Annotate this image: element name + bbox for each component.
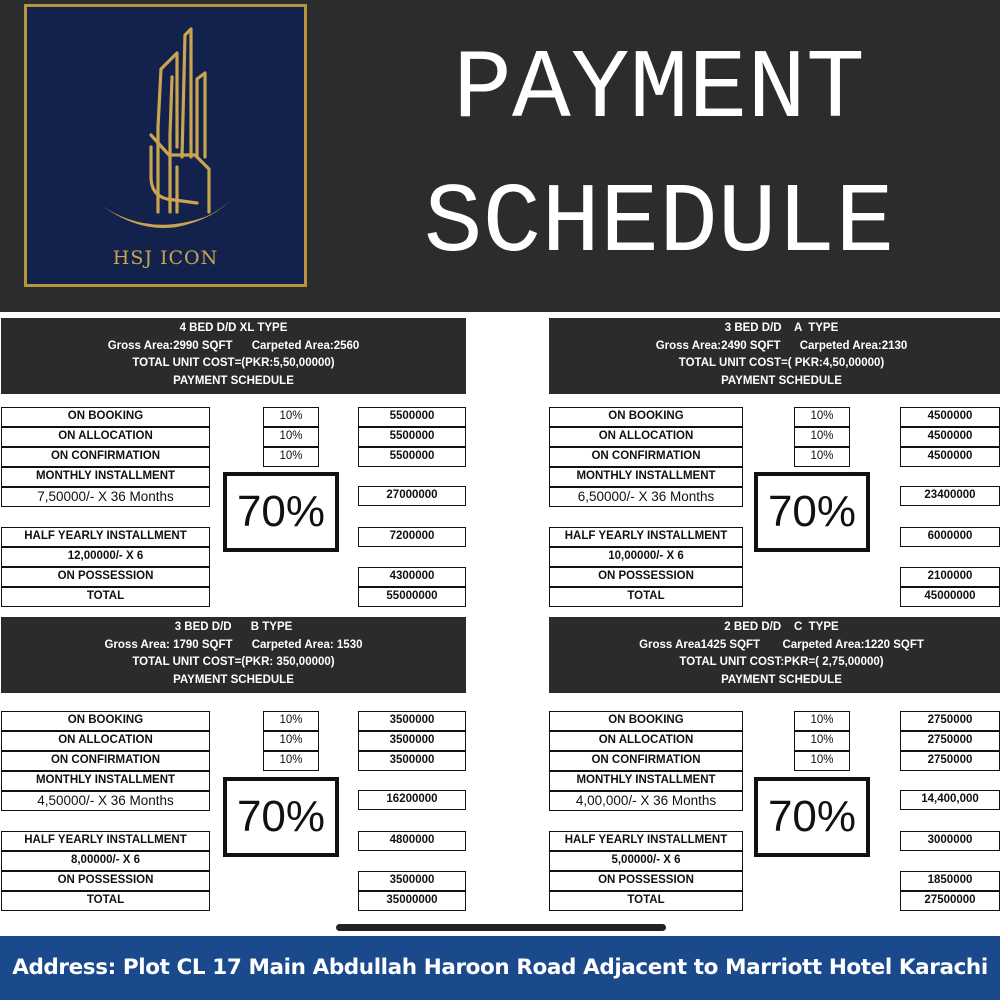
- on-booking-amount: 3500000: [358, 711, 466, 731]
- on-confirmation-label: ON CONFIRMATION: [1, 751, 210, 771]
- on-confirmation-amount: 4500000: [900, 447, 1000, 467]
- on-confirmation-percent: 10%: [794, 751, 850, 771]
- monthly-installment-detail: 4,50000/- X 36 Months: [1, 791, 210, 811]
- tower-logo-icon: [27, 7, 304, 284]
- on-booking-amount: 5500000: [358, 407, 466, 427]
- on-confirmation-percent: 10%: [794, 447, 850, 467]
- on-confirmation-percent: 10%: [263, 751, 319, 771]
- schedule-label: PAYMENT SCHEDULE: [173, 374, 294, 387]
- unit-title: 2 BED D/D C TYPE: [724, 621, 839, 633]
- logo-text: HSJ ICON: [112, 247, 219, 269]
- on-allocation-amount: 3500000: [358, 731, 466, 751]
- on-allocation-label: ON ALLOCATION: [1, 731, 210, 751]
- on-allocation-amount: 2750000: [900, 731, 1000, 751]
- installment-percent-box: 70%: [223, 777, 339, 857]
- on-allocation-amount: 5500000: [358, 427, 466, 447]
- half-yearly-amount: 6000000: [900, 527, 1000, 547]
- total-amount: 45000000: [900, 587, 1000, 607]
- unit-title: 3 BED D/D B TYPE: [174, 621, 293, 633]
- on-booking-label: ON BOOKING: [1, 407, 210, 427]
- half-yearly-label: HALF YEARLY INSTALLMENT: [549, 831, 743, 851]
- installment-percent-box: 70%: [754, 777, 870, 857]
- installment-percent-box: 70%: [223, 472, 339, 552]
- on-confirmation-amount: 2750000: [900, 751, 1000, 771]
- on-booking-percent: 10%: [263, 711, 319, 731]
- on-allocation-label: ON ALLOCATION: [549, 731, 743, 751]
- half-yearly-label: HALF YEARLY INSTALLMENT: [1, 831, 210, 851]
- on-confirmation-label: ON CONFIRMATION: [549, 447, 743, 467]
- installment-percent-box: 70%: [754, 472, 870, 552]
- on-allocation-percent: 10%: [794, 427, 850, 447]
- half-yearly-label: HALF YEARLY INSTALLMENT: [549, 527, 743, 547]
- title-schedule: SCHEDULE: [423, 169, 895, 280]
- monthly-installment-label: MONTHLY INSTALLMENT: [1, 771, 210, 791]
- half-yearly-detail: 8,00000/- X 6: [1, 851, 210, 871]
- half-yearly-label: HALF YEARLY INSTALLMENT: [1, 527, 210, 547]
- on-possession-label: ON POSSESSION: [549, 871, 743, 891]
- on-booking-amount: 2750000: [900, 711, 1000, 731]
- on-allocation-percent: 10%: [263, 731, 319, 751]
- on-booking-label: ON BOOKING: [549, 711, 743, 731]
- on-possession-amount: 3500000: [358, 871, 466, 891]
- schedule-block-c: [549, 617, 1000, 907]
- on-possession-label: ON POSSESSION: [1, 567, 210, 587]
- on-confirmation-amount: 3500000: [358, 751, 466, 771]
- on-possession-label: ON POSSESSION: [549, 567, 743, 587]
- unit-areas: Gross Area:2990 SQFT Carpeted Area:2560: [107, 339, 360, 352]
- total-label: TOTAL: [549, 891, 743, 911]
- on-confirmation-amount: 5500000: [358, 447, 466, 467]
- schedule-block-xl: [1, 318, 466, 608]
- schedule-block-a: [549, 318, 1000, 608]
- total-amount: 35000000: [358, 891, 466, 911]
- total-label: TOTAL: [1, 587, 210, 607]
- on-possession-label: ON POSSESSION: [1, 871, 210, 891]
- on-allocation-percent: 10%: [794, 731, 850, 751]
- on-booking-label: ON BOOKING: [1, 711, 210, 731]
- half-yearly-amount: 3000000: [900, 831, 1000, 851]
- unit-areas: Gross Area1425 SQFT Carpeted Area:1220 SQFT: [639, 638, 924, 651]
- unit-areas: Gross Area: 1790 SQFT Carpeted Area: 1530: [104, 638, 363, 651]
- schedule-label: PAYMENT SCHEDULE: [721, 374, 842, 387]
- monthly-installment-amount: 27000000: [358, 486, 466, 506]
- monthly-installment-amount: 16200000: [358, 790, 466, 810]
- header-banner: [0, 0, 1000, 312]
- on-allocation-label: ON ALLOCATION: [1, 427, 210, 447]
- on-confirmation-label: ON CONFIRMATION: [549, 751, 743, 771]
- monthly-installment-label: MONTHLY INSTALLMENT: [549, 771, 743, 791]
- hsj-icon-logo: [24, 4, 307, 287]
- monthly-installment-label: MONTHLY INSTALLMENT: [549, 467, 743, 487]
- schedule-block-b: [1, 617, 466, 907]
- unit-cost: TOTAL UNIT COST:PKR=( 2,75,00000): [679, 656, 884, 668]
- on-booking-amount: 4500000: [900, 407, 1000, 427]
- unit-areas: Gross Area:2490 SQFT Carpeted Area:2130: [655, 339, 908, 352]
- total-amount: 55000000: [358, 587, 466, 607]
- address-footer: Address: Plot CL 17 Main Abdullah Haroon Road Adjacent to Marriott Hotel Karachi: [0, 936, 1000, 1000]
- block-header: [549, 318, 1000, 394]
- block-header: [1, 318, 466, 394]
- monthly-installment-detail: 4,00,000/- X 36 Months: [549, 791, 743, 811]
- on-allocation-label: ON ALLOCATION: [549, 427, 743, 447]
- on-booking-label: ON BOOKING: [549, 407, 743, 427]
- monthly-installment-detail: 6,50000/- X 36 Months: [549, 487, 743, 507]
- monthly-installment-amount: 14,400,000: [900, 790, 1000, 810]
- on-confirmation-percent: 10%: [263, 447, 319, 467]
- unit-title: 4 BED D/D XL TYPE: [179, 322, 288, 334]
- block-header: [1, 617, 466, 693]
- half-yearly-amount: 7200000: [358, 527, 466, 547]
- half-yearly-detail: 5,00000/- X 6: [549, 851, 743, 871]
- on-booking-percent: 10%: [794, 407, 850, 427]
- on-allocation-percent: 10%: [263, 427, 319, 447]
- on-confirmation-label: ON CONFIRMATION: [1, 447, 210, 467]
- scroll-indicator[interactable]: [336, 924, 666, 931]
- title-payment: PAYMENT: [453, 35, 865, 146]
- schedule-label: PAYMENT SCHEDULE: [721, 673, 842, 686]
- on-possession-amount: 2100000: [900, 567, 1000, 587]
- schedule-label: PAYMENT SCHEDULE: [173, 673, 294, 686]
- half-yearly-detail: 12,00000/- X 6: [1, 547, 210, 567]
- total-label: TOTAL: [1, 891, 210, 911]
- on-possession-amount: 4300000: [358, 567, 466, 587]
- unit-cost: TOTAL UNIT COST=(PKR: 350,00000): [132, 656, 335, 668]
- total-label: TOTAL: [549, 587, 743, 607]
- unit-cost: TOTAL UNIT COST=(PKR:5,50,00000): [132, 357, 335, 369]
- monthly-installment-amount: 23400000: [900, 486, 1000, 506]
- monthly-installment-detail: 7,50000/- X 36 Months: [1, 487, 210, 507]
- monthly-installment-label: MONTHLY INSTALLMENT: [1, 467, 210, 487]
- on-booking-percent: 10%: [263, 407, 319, 427]
- on-allocation-amount: 4500000: [900, 427, 1000, 447]
- on-possession-amount: 1850000: [900, 871, 1000, 891]
- block-header: [549, 617, 1000, 693]
- on-booking-percent: 10%: [794, 711, 850, 731]
- half-yearly-amount: 4800000: [358, 831, 466, 851]
- unit-title: 3 BED D/D A TYPE: [724, 322, 839, 334]
- total-amount: 27500000: [900, 891, 1000, 911]
- unit-cost: TOTAL UNIT COST=( PKR:4,50,00000): [678, 357, 885, 369]
- half-yearly-detail: 10,00000/- X 6: [549, 547, 743, 567]
